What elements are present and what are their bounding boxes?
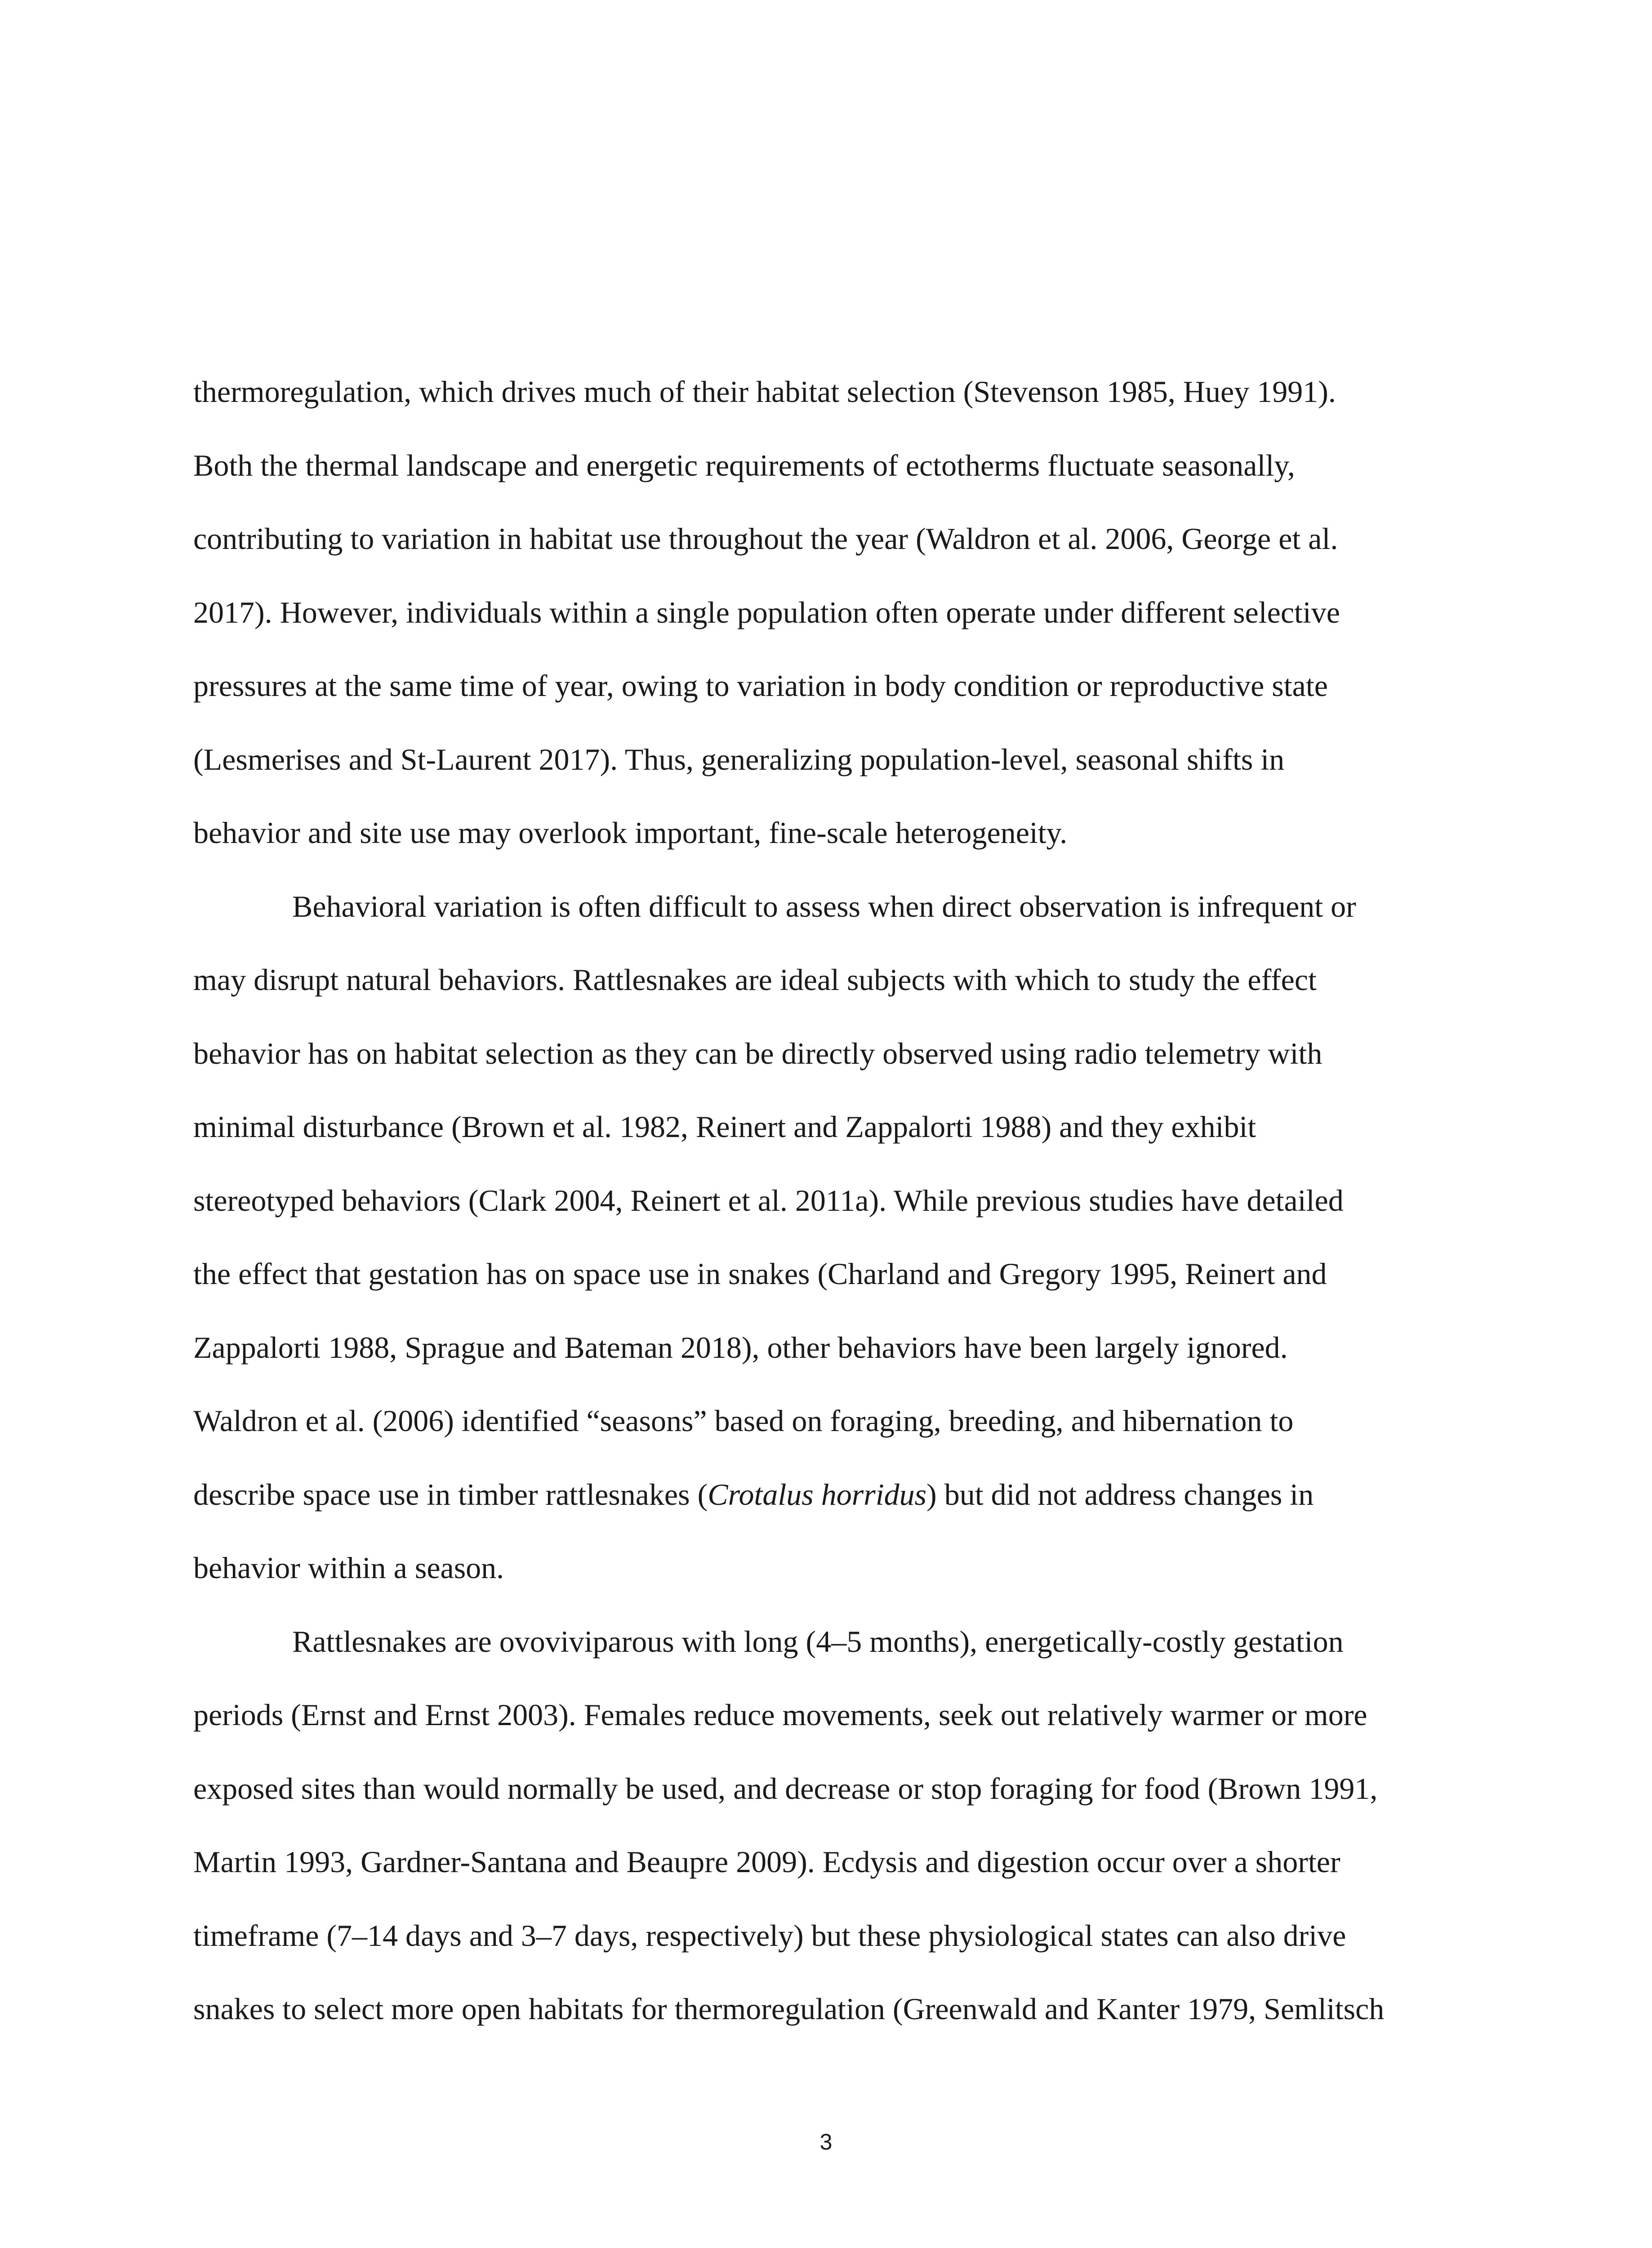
text-line: [193, 1237, 1459, 1311]
text-segment: behavior within a season.: [193, 1551, 504, 1585]
text-line: [193, 576, 1459, 650]
text-segment: 2017). However, individuals within a single population often operate under different selective: [193, 595, 1340, 629]
text-segment: exposed sites than would normally be used, and decrease or stop foraging for food (Brown 1991,: [193, 1771, 1378, 1806]
text-segment: (Lesmerises and St-Laurent 2017). Thus, generalizing population-level, seasonal shifts in: [193, 742, 1285, 776]
text-line: [193, 649, 1459, 723]
text-segment: may disrupt natural behaviors. Rattlesnakes are ideal subjects with which to study the effect: [193, 963, 1317, 997]
text-segment: Rattlesnakes are ovoviviparous with long (4–5 months), energetically-costly gestation: [292, 1624, 1344, 1659]
text-segment: timeframe (7–14 days and 3–7 days, respectively) but these physiological states can also drive: [193, 1918, 1346, 1953]
text-segment: Martin 1993, Gardner-Santana and Beaupre 2009). Ecdysis and digestion occur over a shorter: [193, 1845, 1340, 1879]
text-segment: snakes to select more open habitats for thermoregulation (Greenwald and Kanter 1979, Semlitsch: [193, 1992, 1385, 2026]
text-line: [193, 1384, 1459, 1458]
text-segment: behavior and site use may overlook important, fine-scale heterogeneity.: [193, 816, 1068, 850]
text-segment: stereotyped behaviors (Clark 2004, Reinert et al. 2011a). While previous studies have detailed: [193, 1183, 1344, 1218]
text-line: [193, 355, 1459, 429]
text-line: [193, 1458, 1459, 1532]
text-line: [193, 870, 1459, 944]
text-segment: the effect that gestation has on space use in snakes (Charland and Gregory 1995, Reinert and: [193, 1257, 1327, 1291]
text-segment: minimal disturbance (Brown et al. 1982, Reinert and Zappalorti 1988) and they exhibit: [193, 1110, 1256, 1144]
text-line: [193, 429, 1459, 503]
text-segment: periods (Ernst and Ernst 2003). Females reduce movements, seek out relatively warmer or more: [193, 1698, 1367, 1732]
text-segment: Both the thermal landscape and energetic requirements of ectotherms fluctuate seasonally,: [193, 448, 1295, 482]
text-segment: behavior has on habitat selection as they can be directly observed using radio telemetry with: [193, 1036, 1322, 1070]
text-line: [193, 723, 1459, 797]
text-segment: pressures at the same time of year, owing to variation in body condition or reproductive state: [193, 669, 1328, 703]
body-text: [193, 355, 1459, 2046]
text-line: [193, 502, 1459, 576]
text-line: [193, 1531, 1459, 1605]
text-line: [193, 1605, 1459, 1679]
text-line: [193, 796, 1459, 870]
text-line: [193, 1017, 1459, 1091]
text-segment: thermoregulation, which drives much of their habitat selection (Stevenson 1985, Huey 1991).: [193, 375, 1336, 409]
text-line: [193, 943, 1459, 1017]
text-line: [193, 1899, 1459, 1973]
text-segment: describe space use in timber rattlesnakes (: [193, 1477, 708, 1512]
text-line: [193, 1825, 1459, 1899]
species-name: Crotalus horridus: [708, 1477, 927, 1512]
text-segment: Zappalorti 1988, Sprague and Bateman 2018), other behaviors have been largely ignored.: [193, 1330, 1288, 1365]
page-number: 3: [819, 2129, 833, 2154]
text-segment: ) but did not address changes in: [926, 1477, 1314, 1512]
text-line: [193, 1972, 1459, 2046]
text-line: [193, 1678, 1459, 1752]
text-line: [193, 1164, 1459, 1238]
text-line: [193, 1752, 1459, 1826]
text-line: [193, 1311, 1459, 1385]
text-segment: Waldron et al. (2006) identified “seasons” based on foraging, breeding, and hibernation to: [193, 1404, 1294, 1438]
text-segment: contributing to variation in habitat use throughout the year (Waldron et al. 2006, George et al.: [193, 522, 1338, 556]
text-segment: Behavioral variation is often difficult to assess when direct observation is infrequent or: [292, 889, 1356, 923]
text-line: [193, 1090, 1459, 1164]
